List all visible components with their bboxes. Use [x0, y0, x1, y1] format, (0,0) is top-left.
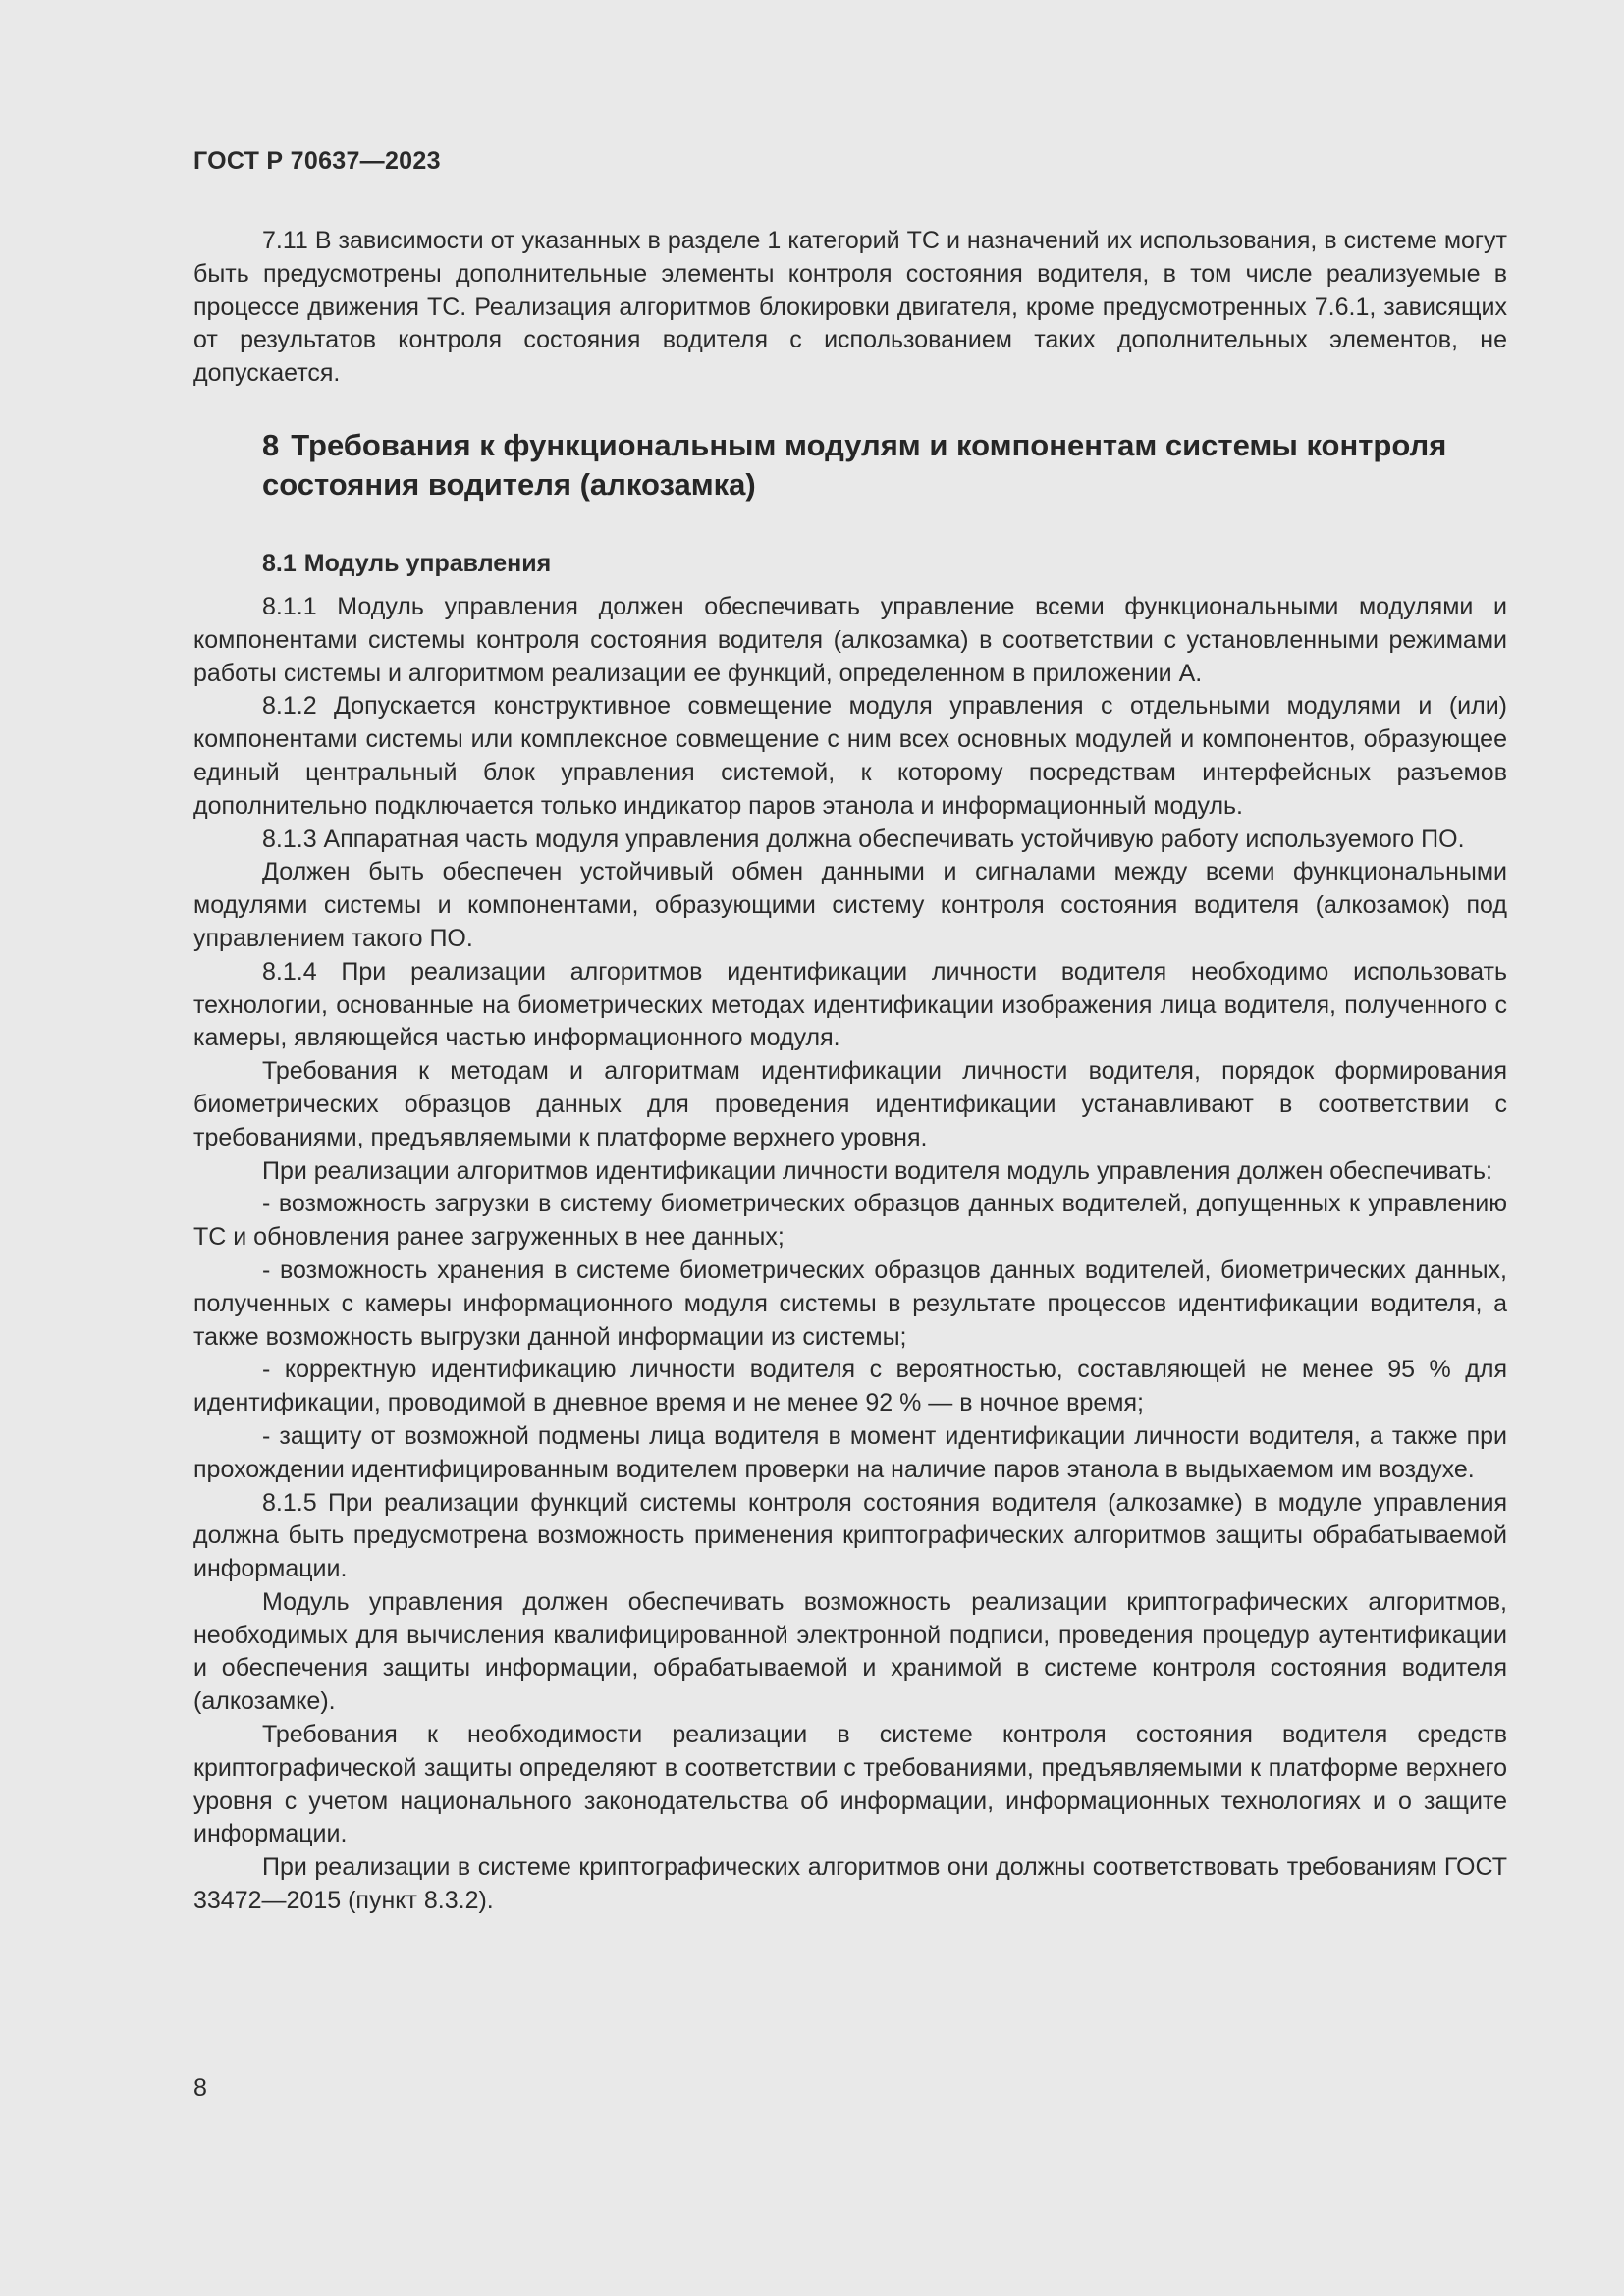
section-number: 8: [262, 427, 280, 462]
paragraph-8-1-3-data-exchange: Должен быть обеспечен устойчивый обмен данными и сигналами между всеми функциональными модулями системы и компонентами, образующими систему контроля состояния водителя (алкозамок) под управлением такого ПО.: [193, 858, 1507, 952]
paragraph-8-1-5-crypto-requirements: Требования к необходимости реализации в системе контроля состояния водителя средств криптографической защиты определяют в соответствии с требованиями, предъявляемыми к платформе верхнего уровня с учетом национального законодательства об информации, информационных технологиях и о защите информации.: [193, 1721, 1507, 1848]
list-item: - корректную идентификацию личности водителя с вероятностью, составляющей не менее 95 % для идентификации, проводимой в дневное время и не менее 92 % — в ночное время;: [193, 1356, 1507, 1417]
subsection-number: 8.1: [262, 549, 297, 577]
paragraph-8-1-2: 8.1.2 Допускается конструктивное совмещение модуля управления с отдельными модулями и (или) компонентами системы или комплексное совмещение с ним всех основных модулей и компонентов, образующее единый центральный блок управления системой, к которому посредствам интерфейсных разъемов дополнительно подключается только индикатор паров этанола и информационный модуль.: [193, 692, 1507, 820]
section-heading: [193, 426, 1507, 505]
list-item: - защиту от возможной подмены лица водителя в момент идентификации личности водителя, а также при прохождении идентифицированным водителем проверки на наличие паров этанола в выдыхаемом им воздухе.: [193, 1421, 1507, 1483]
document-header: ГОСТ Р 70637—2023: [193, 147, 441, 175]
paragraph-8-1-4-requirements: Требования к методам и алгоритмам идентификации личности водителя, порядок формирования биометрических образцов данных для проведения идентификации устанавливают в соответствии с требованиями, предъявляемыми к платформе верхнего уровня.: [193, 1057, 1507, 1151]
paragraph-8-1-5-gost-reference: При реализации в системе криптографических алгоритмов они должны соответствовать требованиям ГОСТ 33472—2015 (пункт 8.3.2).: [193, 1853, 1507, 1915]
paragraph-8-1-3: 8.1.3 Аппаратная часть модуля управления должна обеспечивать устойчивую работу используемого ПО.: [262, 825, 1465, 853]
paragraph-8-1-5: 8.1.5 При реализации функций системы контроля состояния водителя (алкозамке) в модуле управления должна быть предусмотрена возможность применения криптографических алгоритмов защиты обрабатываемой информации.: [193, 1488, 1507, 1583]
list-item: - возможность хранения в системе биометрических образцов данных водителей, биометрических данных, полученных с камеры информационного модуля системы в результате процессов идентификации водителя, а также возможность выгрузки данной информации из системы;: [193, 1255, 1507, 1351]
paragraph-8-1-4: 8.1.4 При реализации алгоритмов идентификации личности водителя необходимо использовать технологии, основанные на биометрических методах идентификации изображения лица водителя, полученного с камеры, являющейся частью информационного модуля.: [193, 957, 1507, 1052]
section-title: Требования к функциональным модулям и компонентам системы контроля состояния водителя (алкозамка): [262, 427, 1447, 502]
paragraph-7-11: 7.11 В зависимости от указанных в разделе 1 категорий ТС и назначений их использования, в системе могут быть предусмотрены дополнительные элементы контроля состояния водителя, в том числе реализуемые в процессе движения ТС. Реализация алгоритмов блокировки двигателя, кроме предусмотренных 7.6.1, зависящих от результатов контроля состояния водителя с использованием таких дополнительных элементов, не допускается.: [193, 227, 1507, 388]
page-number: 8: [193, 2074, 207, 2102]
paragraph-8-1-5-crypto-algorithms: Модуль управления должен обеспечивать возможность реализации криптографических алгоритмов, необходимых для вычисления квалифицированной электронной подписи, проведения процедур аутентификации и обеспечения защиты информации, обрабатываемой и хранимой в системе контроля состояния водителя (алкозамке).: [193, 1587, 1507, 1716]
paragraph-8-1-1: 8.1.1 Модуль управления должен обеспечивать управление всеми функциональными модулями и компонентами системы контроля состояния водителя (алкозамка) в соответствии с установленными режимами работы системы и алгоритмом реализации ее функций, определенном в приложении А.: [193, 592, 1507, 687]
paragraph-8-1-4-intro-list: При реализации алгоритмов идентификации личности водителя модуль управления должен обеспечивать:: [262, 1156, 1492, 1185]
subsection-heading: [193, 547, 1507, 580]
list-item: - возможность загрузки в систему биометрических образцов данных водителей, допущенных к управлению ТС и обновления ранее загруженных в нее данных;: [193, 1190, 1507, 1252]
document-body: [193, 225, 1507, 1918]
subsection-title: Модуль управления: [303, 549, 552, 577]
